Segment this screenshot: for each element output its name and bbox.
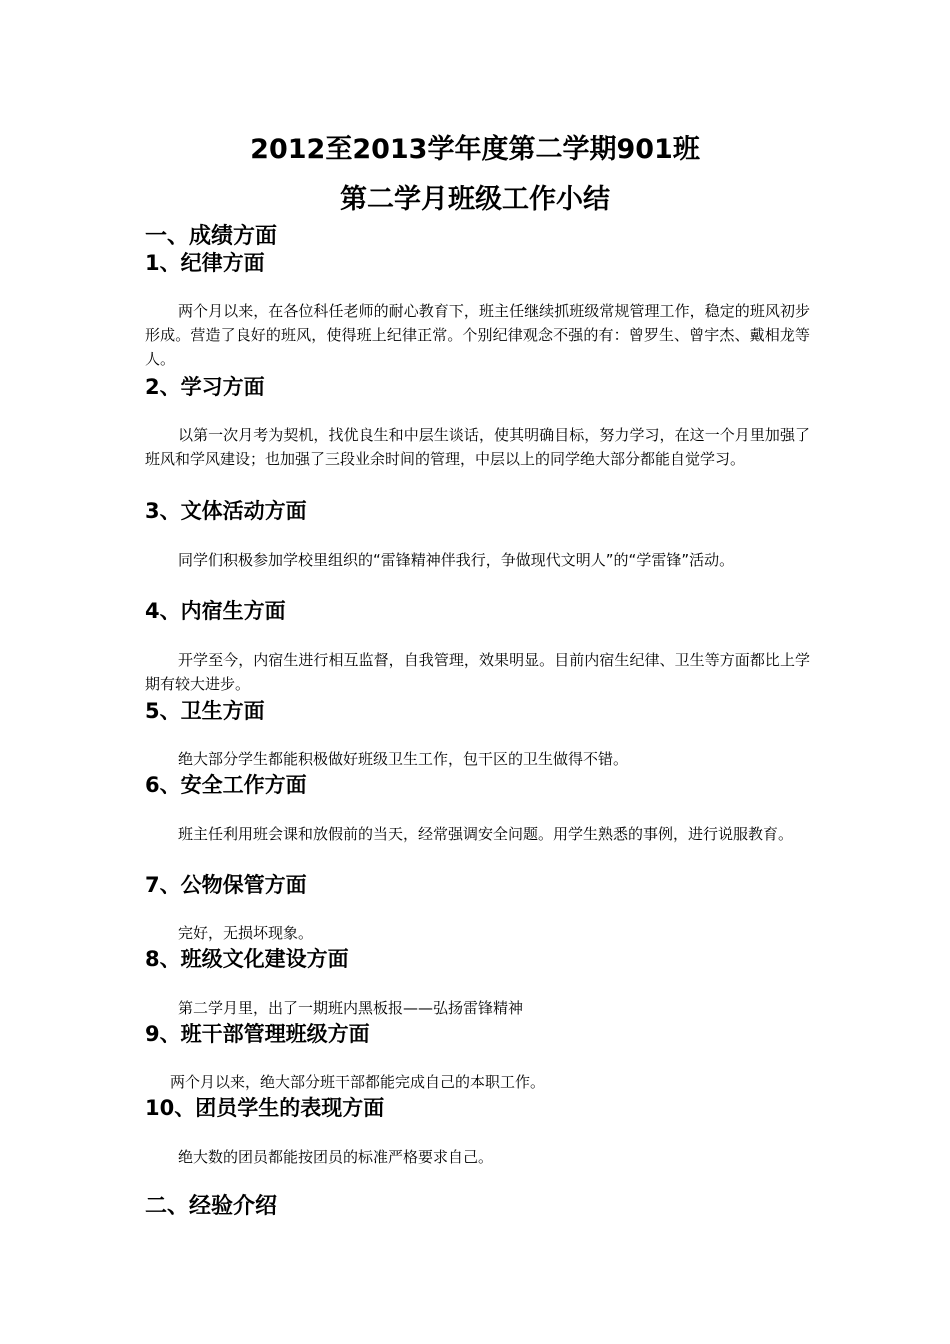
item2-text: 以第一次月考为契机，找优良生和中层生谈话，使其明确目标，努力学习，在这一个月里加强了班风和学风建设；也加强了三段业余时间的管理，中层以上的同学绝大部分都能自觉学习。 bbox=[145, 426, 810, 468]
item5-text: 绝大部分学生都能积极做好班级卫生工作，包干区的卫生做得不错。 bbox=[178, 750, 629, 768]
item9-text: 两个月以来，绝大部分班干部都能完成自己的本职工作。 bbox=[170, 1073, 546, 1091]
item3-heading: 3、文体活动方面 bbox=[145, 499, 307, 523]
item8-heading: 8、班级文化建设方面 bbox=[145, 947, 349, 971]
item8-text: 第二学月里，出了一期班内黑板报——弘扬雷锋精神 bbox=[178, 999, 524, 1017]
item4-text: 开学至今，内宿生进行相互监督，自我管理，效果明显。目前内宿生纪律、卫生等方面都比上学期有较大进步。 bbox=[145, 651, 810, 693]
item7-text: 完好，无损坏现象。 bbox=[178, 924, 314, 942]
item10-heading: 10、团员学生的表现方面 bbox=[145, 1096, 385, 1120]
document-title-line1: 2012至2013学年度第二学期901班 bbox=[250, 134, 700, 165]
section1-heading: 一、成绩方面 bbox=[145, 224, 278, 249]
item4-heading: 4、内宿生方面 bbox=[145, 599, 286, 623]
document-title-line2: 第二学月班级工作小结 bbox=[340, 184, 610, 215]
item5-heading: 5、卫生方面 bbox=[145, 699, 265, 723]
item1-heading: 1、纪律方面 bbox=[145, 251, 265, 275]
item7-heading: 7、公物保管方面 bbox=[145, 873, 307, 897]
item1-text: 两个月以来，在各位科任老师的耐心教育下，班主任继续抓班级常规管理工作，稳定的班风初步形成。营造了良好的班风，使得班上纪律正常。个别纪律观念不强的有：曾罗生、曾宇杰、戴相龙等人。 bbox=[145, 302, 810, 368]
item6-text: 班主任利用班会课和放假前的当天，经常强调安全问题。用学生熟悉的事例，进行说服教育。 bbox=[178, 825, 794, 843]
item10-text: 绝大数的团员都能按团员的标准严格要求自己。 bbox=[178, 1148, 494, 1166]
item3-text: 同学们积极参加学校里组织的“雷锋精神伴我行，争做现代文明人”的“学雷锋”活动。 bbox=[178, 551, 735, 569]
item6-heading: 6、安全工作方面 bbox=[145, 773, 307, 797]
item9-heading: 9、班干部管理班级方面 bbox=[145, 1022, 370, 1046]
item2-heading: 2、学习方面 bbox=[145, 375, 265, 399]
section2-heading: 二、经验介绍 bbox=[145, 1194, 278, 1219]
